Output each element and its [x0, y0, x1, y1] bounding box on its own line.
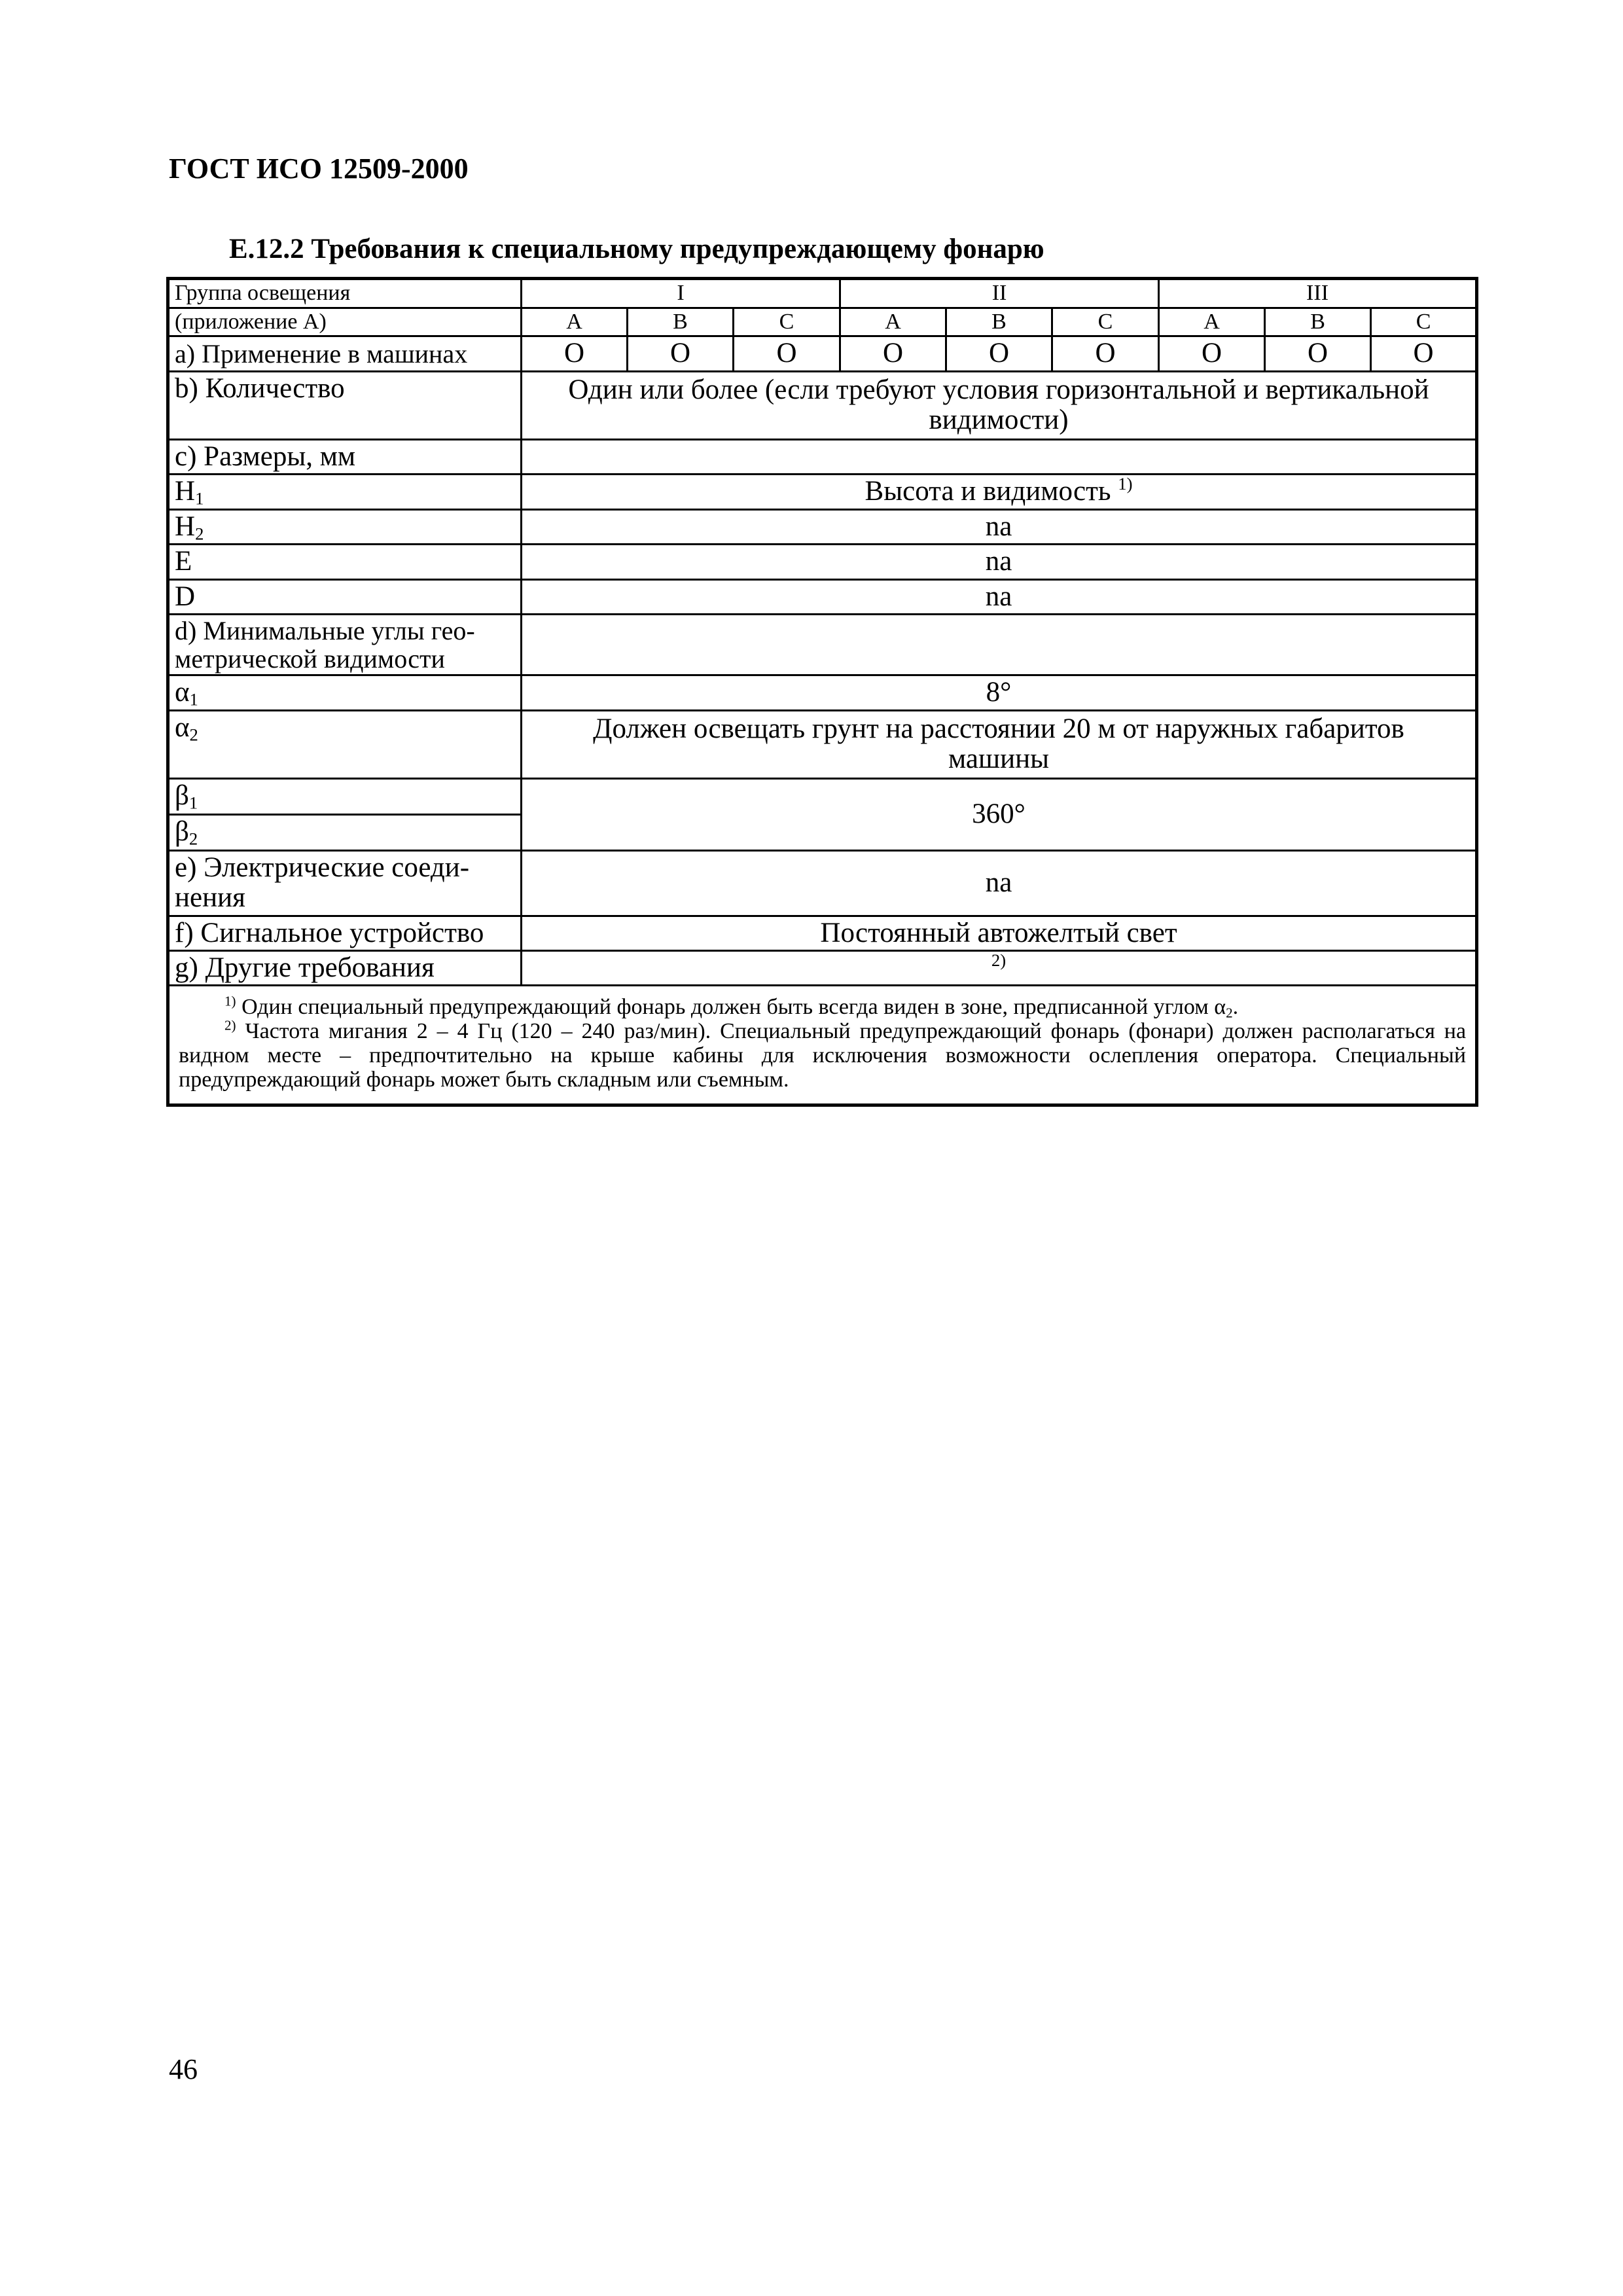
- subgroup-cell: С: [1371, 308, 1477, 336]
- row-label: d) Минимальные углы гео-метрической видимости: [168, 614, 522, 675]
- row-label: c) Размеры, мм: [168, 439, 522, 474]
- row-electrical: [168, 850, 1477, 916]
- row-label: $\beta_1$: [168, 778, 522, 814]
- row-alpha2: [168, 710, 1477, 778]
- group-iii: III: [1159, 279, 1477, 308]
- row-visibility-angles: [168, 614, 1477, 675]
- visibility-angles-value: [522, 614, 1477, 675]
- row-d-dimension: [168, 579, 1477, 614]
- row-label: $\beta_2$: [168, 814, 522, 850]
- subgroup-cell: А: [1159, 308, 1265, 336]
- dimensions-value: [522, 439, 1477, 474]
- application-value: O: [1159, 336, 1265, 371]
- row-other: [168, 950, 1477, 985]
- alpha1-value: 8°: [522, 675, 1477, 710]
- row-beta1: [168, 778, 1477, 814]
- table-title: E.12.2 Требования к специальному предупреждающему фонарю: [229, 234, 1044, 264]
- row-application: [168, 336, 1477, 371]
- page-number: 46: [169, 2053, 198, 2085]
- row-label: g) Другие требования: [168, 950, 522, 985]
- row-h2: [168, 509, 1477, 544]
- application-value: O: [734, 336, 840, 371]
- group-label-line2: (приложение А): [168, 308, 522, 336]
- application-value: O: [840, 336, 946, 371]
- footnote-1: $^{1)}$ Один специальный предупреждающий фонарь должен быть всегда виден в зоне, предписанной углом $\alpha_2$.: [224, 993, 1239, 1021]
- application-value: O: [522, 336, 628, 371]
- header-row-groups: [168, 279, 1477, 308]
- requirements-table: [166, 277, 1478, 1107]
- footnotes: [168, 986, 1477, 1105]
- row-notes: [168, 986, 1477, 1105]
- electrical-value: na: [522, 850, 1477, 916]
- other-value: [522, 950, 1477, 985]
- footnote-ref-1: 1): [1118, 474, 1133, 494]
- subgroup-cell: В: [946, 308, 1052, 336]
- e-value: na: [522, 545, 1477, 579]
- row-label: E: [168, 545, 522, 579]
- h2-value: na: [522, 509, 1477, 544]
- h1-value: Высота и видимость $^{1)}$: [522, 475, 1477, 509]
- application-value: O: [1265, 336, 1371, 371]
- signal-value: Постоянный автожелтый свет: [522, 916, 1477, 950]
- row-label: D: [168, 579, 522, 614]
- alpha2-value: Должен освещать грунт на расстоянии 20 м от наружных габаритов машины: [522, 710, 1477, 778]
- group-label-line1: Группа освещения: [168, 279, 522, 308]
- subgroup-cell: В: [628, 308, 734, 336]
- document-header: ГОСТ ИСО 12509-2000: [169, 152, 469, 185]
- row-alpha1: [168, 675, 1477, 710]
- subgroup-cell: С: [1052, 308, 1159, 336]
- application-value: O: [628, 336, 734, 371]
- quantity-value: Один или более (если требуют условия горизонтальной и вертикальной видимости): [522, 371, 1477, 439]
- row-label: b) Количество: [168, 371, 522, 439]
- beta-value: 360°: [522, 778, 1477, 850]
- row-signal: [168, 916, 1477, 950]
- row-h1: [168, 475, 1477, 509]
- row-label: e) Электрические соеди-нения: [168, 850, 522, 916]
- header-row-subgroups: [168, 308, 1477, 336]
- d-value: na: [522, 579, 1477, 614]
- row-quantity: [168, 371, 1477, 439]
- row-label: $\alpha_2$: [168, 710, 522, 778]
- row-label: $\alpha_1$: [168, 675, 522, 710]
- footnote-ref-2: 2): [991, 950, 1007, 970]
- application-value: O: [1052, 336, 1159, 371]
- application-value: O: [1371, 336, 1477, 371]
- subgroup-cell: В: [1265, 308, 1371, 336]
- footnote-2: $^{2)}$ Частота мигания 2 – 4 Гц (120 – 240 раз/мин). Специальный предупреждающий фонарь (фонари) должен располагаться на видном месте – предпочтительно на крыше кабины для исключения возможности ослепления оператора. Специальный предупреждающий фонарь может быть складным или съемным.: [179, 1017, 1467, 1092]
- row-label: $H_1$: [168, 475, 522, 509]
- group-i: I: [522, 279, 840, 308]
- subgroup-cell: С: [734, 308, 840, 336]
- row-label: f) Сигнальное устройство: [168, 916, 522, 950]
- row-dimensions: [168, 439, 1477, 474]
- row-e: [168, 545, 1477, 579]
- subgroup-cell: А: [522, 308, 628, 336]
- subgroup-cell: А: [840, 308, 946, 336]
- row-label: a) Применение в машинах: [168, 336, 522, 371]
- group-ii: II: [840, 279, 1159, 308]
- row-label: $H_2$: [168, 509, 522, 544]
- application-value: O: [946, 336, 1052, 371]
